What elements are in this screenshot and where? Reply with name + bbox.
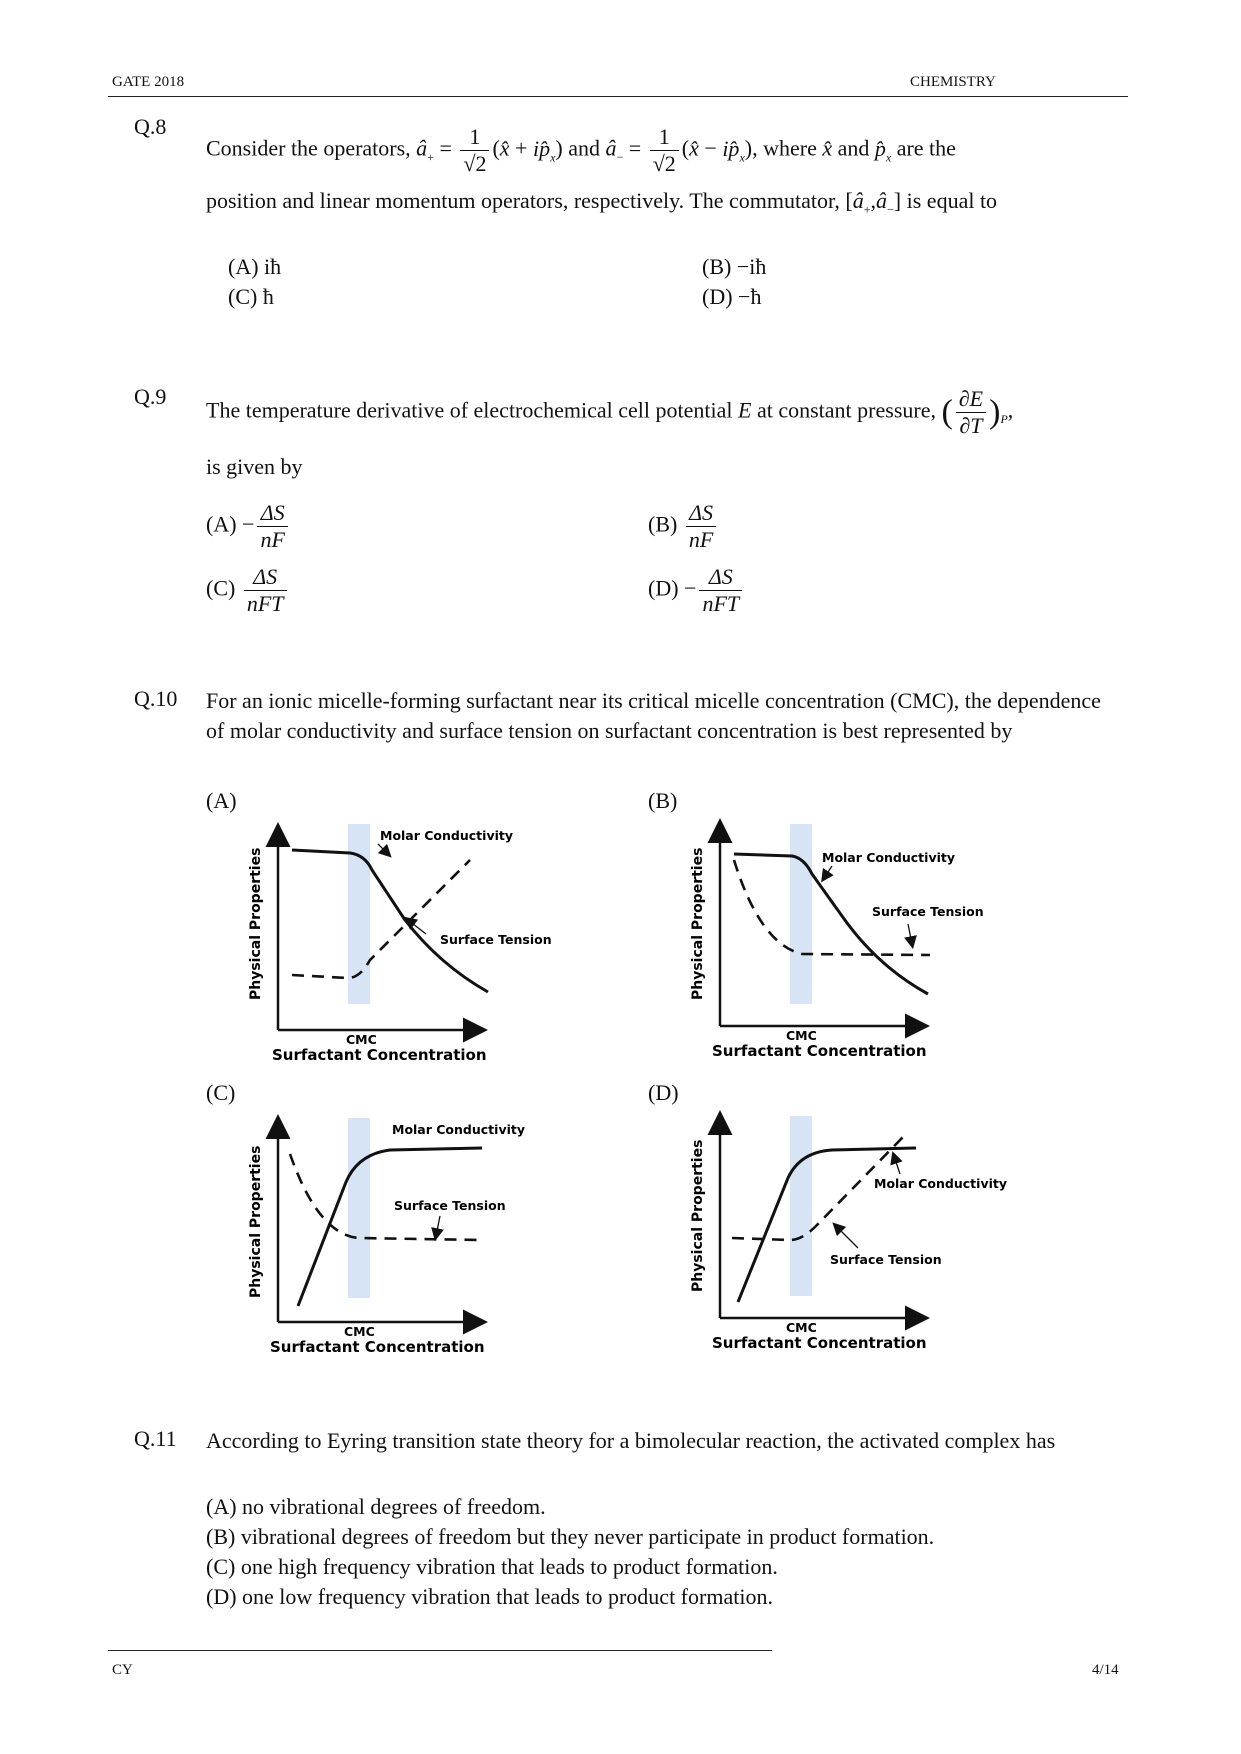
x-label: Surfactant Concentration: [272, 1046, 487, 1060]
q11-number: Q.11: [134, 1426, 177, 1451]
q8-frac-2: $\frac{1}{√2}$: [650, 124, 679, 177]
q8-text-and: and: [568, 135, 601, 161]
plot-b: [682, 816, 1012, 1056]
st-pointer: [436, 1216, 440, 1236]
surface-tension-curve: [290, 1154, 482, 1240]
q9-line1: The temperature derivative of electrochemical cell potential E at constant pressure, ( $\frac{\partial E}{\partial T}$ )$_P$,: [206, 386, 1014, 438]
y-label: Physical Properties: [690, 847, 706, 1000]
label-st: Surface Tension: [440, 932, 552, 947]
molar-conductivity-curve: [738, 1148, 916, 1302]
molar-conductivity-curve: [298, 1148, 482, 1306]
plot-a: [240, 820, 570, 1060]
q11-option-c: (C) one high frequency vibration that leads to product formation.: [206, 1554, 778, 1579]
footer-left: CY: [112, 1662, 133, 1678]
label-cmc: CMC: [786, 1320, 817, 1335]
q11-text: According to Eyring transition state theory for a bimolecular reaction, the activated complex has: [206, 1428, 1056, 1453]
header-right: CHEMISTRY: [910, 74, 996, 90]
q8-option-b: (B) −iħ: [702, 254, 767, 279]
q8-text-2: position and linear momentum operators, respectively. The commutator,: [206, 188, 840, 213]
label-mc: Molar Conductivity: [380, 828, 513, 843]
q10-text: For an ionic micelle-forming surfactant near its critical micelle concentration (CMC), the dependence of molar conductivity and surface tension on surfactant concentration is best represented by: [206, 688, 1101, 743]
q8-text-1: Consider the operators,: [206, 135, 411, 161]
q9-text-1: The temperature derivative of electrochemical cell potential: [206, 397, 733, 423]
label-cmc: CMC: [344, 1324, 375, 1339]
x-label: Surfactant Concentration: [712, 1334, 927, 1348]
q9-text-3: is given by: [206, 454, 303, 479]
q9-option-a: (A) − $\frac{\Delta S}{nF}$: [206, 500, 291, 553]
q10-plot-label-d: (D): [648, 1080, 679, 1105]
header-left: GATE 2018: [112, 74, 185, 90]
label-st: Surface Tension: [394, 1198, 506, 1213]
q8-frac-1: $\frac{1}{√2}$: [460, 124, 489, 177]
q11-option-b: (B) vibrational degrees of freedom but they never participate in product formation.: [206, 1524, 935, 1549]
y-label: Physical Properties: [248, 1145, 264, 1298]
q8-text-are: are the: [896, 135, 956, 161]
q8-text-where: , where: [752, 135, 817, 161]
q9-option-d: (D) − $\frac{\Delta S}{\text{nFT}}$: [648, 564, 745, 617]
q10-plot-label-b: (B): [648, 788, 678, 813]
cmc-band: [348, 824, 370, 1004]
q9-var-e: E: [738, 397, 752, 423]
q8-option-d: (D) −ħ: [702, 284, 762, 309]
label-cmc: CMC: [786, 1028, 817, 1043]
cmc-band: [790, 824, 812, 1004]
plot-c: [240, 1112, 570, 1352]
q8-number: Q.8: [134, 114, 167, 139]
q8-option-a: (A) iħ: [228, 254, 282, 279]
q8-line1: Consider the operators, $â_+$ = $\frac{1}{√2}$ (x̂ + $ip̂_x$) and $â_-$ = $\frac{1}{√2}$ (x̂ − $ip̂_x$), where x̂ and $p̂_x$ are the: [206, 124, 956, 176]
label-mc: Molar Conductivity: [874, 1176, 1007, 1191]
y-label: Physical Properties: [248, 847, 264, 1000]
q9-text-2: at constant pressure,: [756, 397, 936, 423]
q10-plot-label-a: (A): [206, 788, 237, 813]
label-mc: Molar Conductivity: [392, 1122, 525, 1137]
label-st: Surface Tension: [872, 904, 984, 919]
label-cmc: CMC: [346, 1032, 377, 1047]
q8-option-c: (C) ħ: [228, 284, 274, 309]
y-label: Physical Properties: [690, 1139, 706, 1292]
q10-plot-label-c: (C): [206, 1080, 236, 1105]
cmc-band: [790, 1116, 812, 1296]
st-pointer: [836, 1226, 858, 1248]
cmc-band: [348, 1118, 370, 1298]
q8-line2: position and linear momentum operators, respectively. The commutator, $[â_+,â_-]$ is equal to: [206, 188, 998, 217]
footer-rule: [108, 1650, 772, 1651]
q10-number: Q.10: [134, 686, 178, 711]
mc-pointer: [894, 1156, 900, 1174]
q11-option-a: (A) no vibrational degrees of freedom.: [206, 1494, 546, 1519]
header-rule: [108, 96, 1128, 97]
footer-page: 4/14: [1092, 1662, 1119, 1678]
q8-text-and2: and: [837, 135, 870, 161]
x-label: Surfactant Concentration: [270, 1338, 485, 1352]
label-st: Surface Tension: [830, 1252, 942, 1267]
plot-d: [682, 1108, 1012, 1348]
st-pointer: [908, 924, 912, 944]
q11-option-d: (D) one low frequency vibration that leads to product formation.: [206, 1584, 773, 1609]
q9-number: Q.9: [134, 384, 167, 409]
q8-text-3: is equal to: [906, 188, 998, 213]
q9-option-b: (B) $\frac{\Delta S}{nF}$: [648, 500, 719, 553]
mc-pointer: [824, 866, 832, 878]
mc-pointer: [378, 844, 388, 854]
q9-option-c: (C) $\frac{\Delta S}{\text{nFT}}$: [206, 564, 290, 617]
x-label: Surfactant Concentration: [712, 1042, 927, 1056]
label-mc: Molar Conductivity: [822, 850, 955, 865]
